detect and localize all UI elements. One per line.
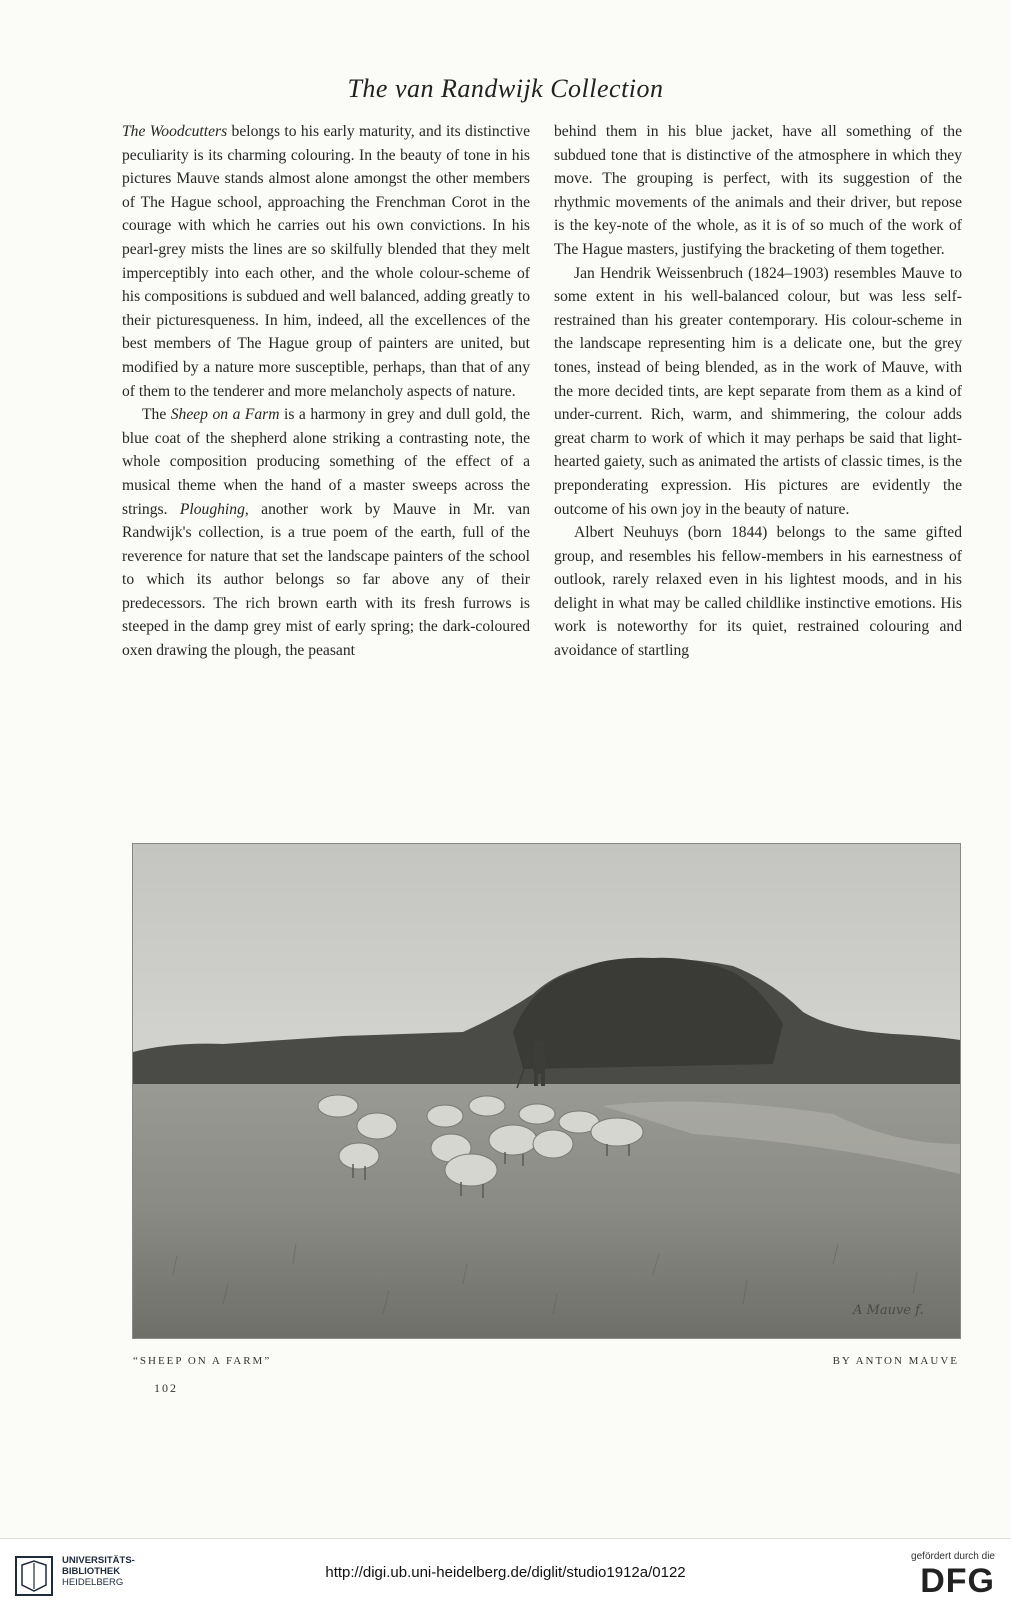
painter-signature: A Mauve f. [853, 1303, 924, 1318]
funder-text: gefördert durch die [911, 1551, 995, 1562]
digitization-footer [0, 1538, 1011, 1612]
italic-title: Ploughing [179, 500, 245, 518]
painting-plate [132, 843, 961, 1339]
paragraph-text: , another work by Mauve in Mr. van Randwijk's collection, is a true poem of the earth, full of the reverence for nature that set the landscape painters of the school to which its author belongs so far above any of their predecessors. The rich brown earth with its fresh furrows is steeped in the damp grey mist of early spring; the dark-coloured oxen drawing the plough, the peasant [122, 500, 530, 660]
library-name-line: HEIDELBERG [62, 1577, 124, 1588]
paragraph-text: The [142, 406, 171, 424]
italic-title: Sheep on a Farm [170, 406, 280, 424]
library-name-line: BIBLIOTHEK [62, 1566, 121, 1577]
italic-title: The Woodcutters [122, 123, 228, 140]
plate-caption-artist: BY ANTON MAUVE [832, 1355, 959, 1367]
right-column [554, 120, 962, 663]
paragraph: behind them in his blue jacket, have all something of the subdued tone that is distinctive of the atmosphere in which they move. The grouping is perfect, with its suggestion of the rhythmic movements of the animals and their driver, but repose is the key-note of the whole, as it is of so much of the work of The Hague masters, justifying the bracketing of them together. [554, 123, 962, 258]
dfg-logo-text: DFG [920, 1562, 995, 1600]
source-url-link[interactable]: http://digi.ub.uni-heidelberg.de/diglit/studio1912a/0122 [325, 1564, 686, 1581]
paragraph-text: belongs to his early maturity, and its distinctive peculiarity is its charming colouring. In the beauty of tone in his pictures Mauve stands almost alone amongst the other members of The Hague school, approaching the Frenchman Corot in the courage with which he carries out his own convictions. In his pearl-grey mists the lines are so skilfully blended that they melt imperceptibly into each other, and the whole colour-scheme of his compositions is subdued and well balanced, adding greatly to their picturesqueness. In him, indeed, all the excellences of the best members of The Hague group of painters are united, but modified by a nature more susceptible, perhaps, than that of any of them to the tenderer and more melancholy aspects of nature. [122, 123, 530, 400]
plate-caption-title: “SHEEP ON A FARM” [133, 1355, 272, 1367]
painting-image [133, 844, 960, 1338]
page-number: 102 [154, 1381, 178, 1395]
paragraph: Albert Neuhuys (born 1844) belongs to the same gifted group, and resembles his fellow-members in his earnestness of outlook, rarely relaxed even in his lightest moods, and in his delight in what may be called childlike instinctive emotions. His work is noteworthy for its quiet, restrained colouring and avoidance of startling [554, 524, 962, 660]
paragraph-text: is a harmony in grey and dull gold, the blue coat of the shepherd alone striking a contrasting note, the whole composition producing something of the effect of a musical theme when the hand of a master sweeps across the strings. [122, 406, 530, 518]
funder-logo[interactable] [911, 1551, 995, 1598]
running-title: The van Randwijk Collection [347, 74, 664, 103]
left-column [122, 120, 530, 663]
text-columns [122, 120, 962, 663]
paragraph: Jan Hendrik Weissenbruch (1824–1903) resembles Mauve to some extent in his well-balanced colour, but was less self-restrained than his greater contemporary. His colour-scheme in the landscape representing him is a delicate one, but the grey tones, instead of being blended, as in the work of Mauve, with the more decided tints, are kept separate from them as a kind of under-current. Rich, warm, and shimmering, the colour adds great charm to work of which it may perhaps be said that light-hearted gaiety, such as animated the artists of classic times, is the preponderating expression. His pictures are evidently the outcome of his own joy in the beauty of nature. [554, 264, 962, 518]
paragraph [122, 120, 530, 403]
paragraph [122, 403, 530, 663]
library-name-line: UNIVERSITÄTS- [62, 1555, 135, 1566]
